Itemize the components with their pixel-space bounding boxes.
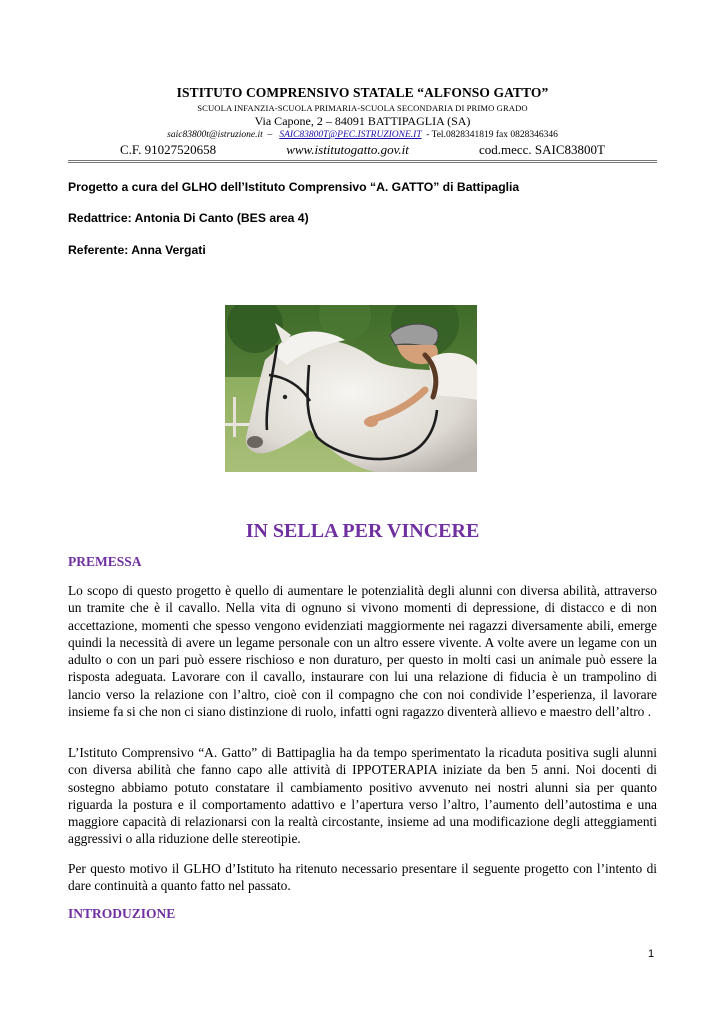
paragraph-motivation: Per questo motivo il GLHO d’Istituto ha ritenuto necessario presentare il seguente progetto con l’intento di dare continuità a quanto fatto nel passato. (68, 861, 657, 894)
mecc-code: cod.mecc. SAIC83800T (478, 142, 605, 157)
email-text: saic83800t@istruzione.it (167, 130, 263, 140)
page-number: 1 (648, 948, 655, 960)
letterhead (68, 84, 657, 158)
paragraph-experience: L’Istituto Comprensivo “A. Gatto” di Battipaglia ha da tempo sperimentato la ricaduta positiva sugli alunni con diversa abilità che fanno capo alle attività di IPPOTERAPIA iniziate da ben 5 anni. Noi docenti di sostegno abbiamo potuto constatare il cambiamento positivo avvenuto nei nostri alunni sia per quanto riguarda la postura e il comportamento adattivo e l’apertura verso l’altro, l’aumento dell’autostima e una maggiore capacità di relazionarsi con la realtà circostante, insieme ad una modificazione degli atteggiamenti aggressivi o alla riduzione delle stereotipie. (68, 745, 657, 847)
fiscal-code: C.F. 91027520658 (120, 142, 217, 157)
section-introduzione: INTRODUZIONE (68, 906, 176, 921)
document-title: IN SELLA PER VINCERE (245, 520, 480, 542)
editor-line: Redattrice: Antonia Di Canto (BES area 4) (68, 211, 309, 225)
header-divider (68, 160, 657, 163)
school-name: ISTITUTO COMPRENSIVO STATALE “ALFONSO GATTO” (176, 85, 549, 100)
separator: – (267, 130, 273, 140)
referent-line: Referente: Anna Vergati (68, 243, 206, 257)
phone-fax: - Tel.0828341819 fax 0828346346 (426, 130, 558, 140)
codes-line (68, 142, 657, 158)
project-line: Progetto a cura del GLHO dell’Istituto Comprensivo “A. GATTO” di Battipaglia (68, 180, 520, 194)
contacts-line (68, 129, 657, 142)
school-address: Via Capone, 2 – 84091 BATTIPAGLIA (SA) (254, 114, 471, 128)
section-premessa: PREMESSA (68, 554, 142, 569)
horse-and-girl-photo (225, 305, 477, 472)
pec-link[interactable]: SAIC83800T@PEC.ISTRUZIONE.IT (279, 130, 422, 140)
school-levels: SCUOLA INFANZIA-SCUOLA PRIMARIA-SCUOLA SECONDARIA DI PRIMO GRADO (197, 103, 528, 113)
website-text: www.istitutogatto.gov.it (286, 142, 409, 157)
paragraph-intro: Lo scopo di questo progetto è quello di aumentare le potenzialità degli alunni con diversa abilità, attraverso un tramite che è il cavallo. Nella vita di ognuno si vivono momenti di depressione, di distacco e di non accettazione, momenti che spesso vengono evidenziati maggiormente nei ragazzi diversamente abili, emerge quindi la necessità di avere un legame personale con un altro essere vivente. A volte avere un legame con un adulto o con un pari può essere rischioso e non duraturo, per questo in molti casi un animale può essere la risposta adeguata. Lavorare con il cavallo, instaurare con lui una relazione di fiducia è un trampolino di lancio verso la relazione con l’altro, cioè con il compagno che con noi condivide l’esperienza, il lavorare insieme fa si che non ci siano distinzione di ruolo, infatti ogni ragazzo diventerà allievo e maestro dell’altro . (68, 583, 657, 720)
